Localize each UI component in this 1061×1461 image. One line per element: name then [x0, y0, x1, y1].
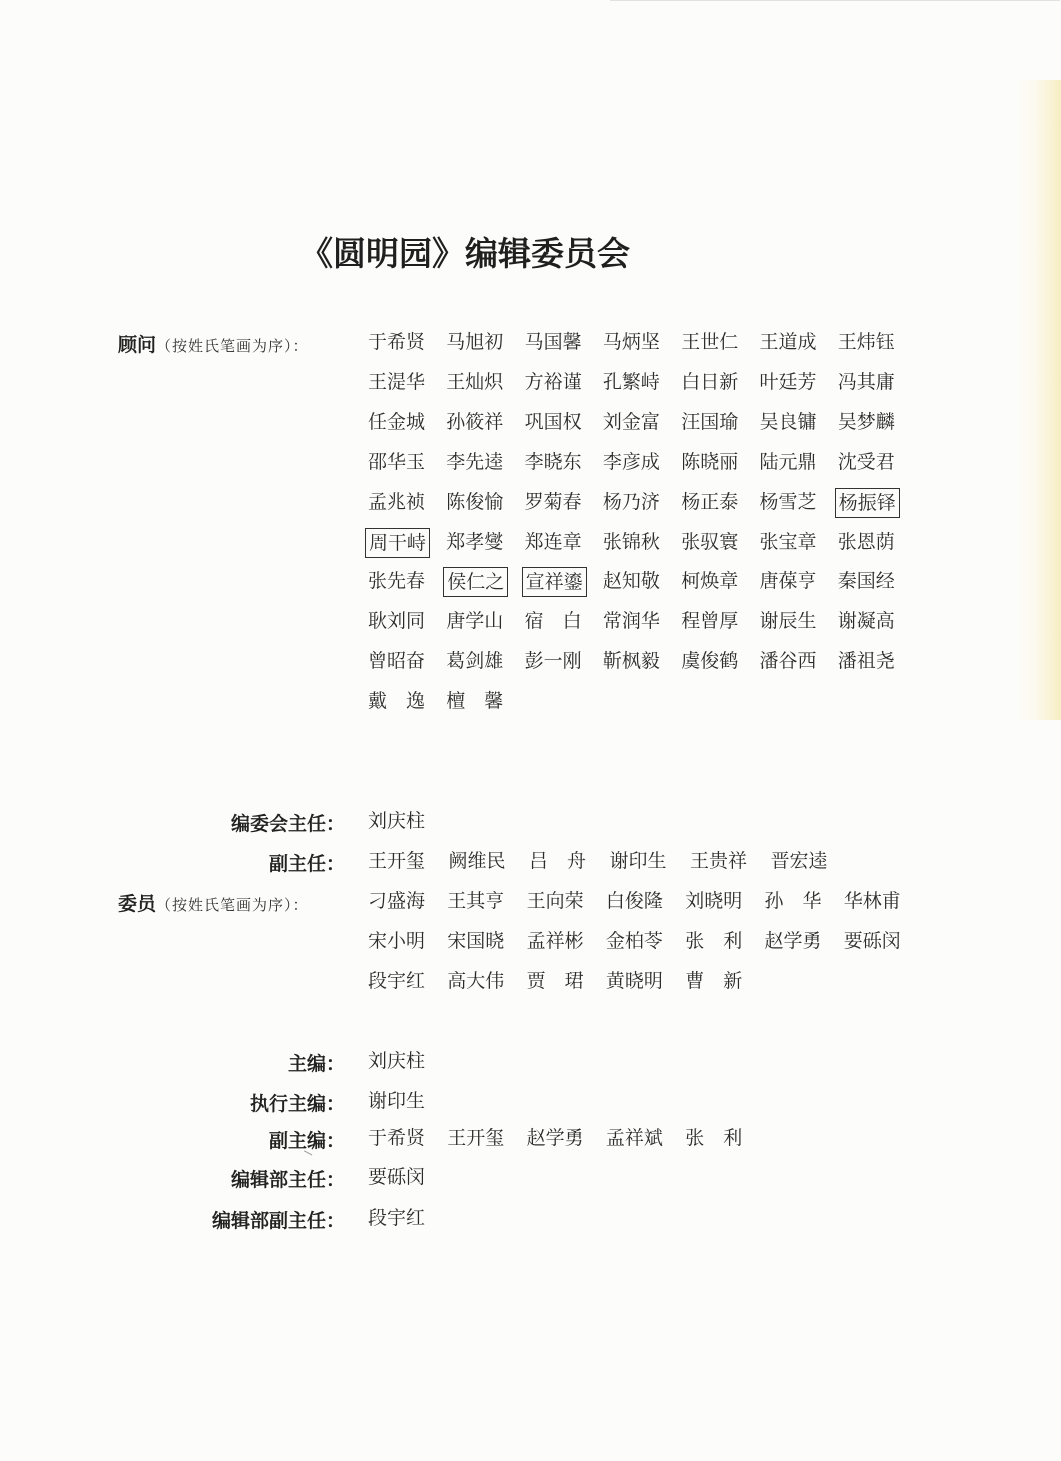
- advisor-name: 马旭初: [446, 331, 504, 353]
- deputy-editor-name: 于希贤: [368, 1127, 426, 1149]
- advisors-label: [118, 330, 309, 357]
- chief-editor-label: 主编：: [287, 1053, 345, 1075]
- deputy-editor-label: 副主编：: [268, 1130, 345, 1152]
- advisor-name: 杨雪芝: [759, 490, 817, 513]
- deputy-editor-name: 赵学勇: [526, 1127, 584, 1149]
- advisor-name: 戴 逸: [368, 690, 426, 713]
- paper-stain: [1015, 80, 1061, 720]
- advisor-name: 陈俊愉: [446, 490, 504, 513]
- committee-deputy-name: 吕 舟: [529, 850, 587, 872]
- advisor-name: 孙筱祥: [446, 410, 504, 433]
- dept-head: 要砾闵: [368, 1166, 426, 1188]
- advisor-name: 张恩荫: [837, 530, 895, 553]
- chief-editor: 刘庆柱: [368, 1050, 426, 1072]
- advisor-name: 陆元鼎: [759, 450, 817, 473]
- advisor-name: 陈晓丽: [681, 450, 739, 473]
- advisors-note: （按姓氏笔画为序）：: [156, 337, 309, 355]
- committee-director-label: 编委会主任：: [230, 813, 345, 835]
- advisor-name: 张先春: [368, 570, 426, 593]
- committee-deputy-name: 晋宏逵: [770, 850, 828, 872]
- advisor-name: 王炜钰: [837, 331, 895, 353]
- advisor-name: 谢凝高: [837, 610, 895, 633]
- advisor-name: 李晓东: [524, 450, 582, 473]
- advisor-name: 虞俊鹤: [681, 650, 739, 673]
- advisor-name: 谢辰生: [759, 610, 817, 633]
- paper-edge-line: [610, 0, 1060, 1]
- committee-member-name: 白俊隆: [605, 890, 663, 912]
- advisor-name: 郑连章: [524, 530, 582, 553]
- exec-editor-label: 执行主编：: [249, 1093, 345, 1115]
- committee-member-name: 宋小明: [368, 930, 426, 952]
- members-note: （按姓氏笔画为序）：: [156, 896, 309, 914]
- committee-member-name: 黄晓明: [605, 970, 663, 992]
- committee-deputy-name: 王贵祥: [690, 850, 748, 872]
- committee-member-name: 孙 华: [764, 890, 822, 912]
- advisor-name: 张驭寰: [681, 530, 739, 553]
- advisor-name: 张锦秋: [602, 530, 660, 553]
- advisor-name: 李先逵: [446, 450, 504, 473]
- advisor-name: 檀 馨: [446, 690, 504, 713]
- advisor-name: 白日新: [681, 370, 739, 393]
- committee-member-name: 孟祥彬: [526, 930, 584, 952]
- advisor-name: 孔繁峙: [602, 370, 660, 393]
- committee-director: 刘庆柱: [368, 810, 426, 832]
- advisor-name: 王世仁: [681, 331, 739, 353]
- advisor-name: 唐学山: [446, 610, 504, 633]
- advisor-name: 潘祖尧: [837, 650, 895, 673]
- advisor-name: 巩国权: [524, 410, 582, 433]
- exec-editor: 谢印生: [368, 1090, 426, 1112]
- advisor-name: 方裕谨: [524, 370, 582, 393]
- advisor-name: 柯焕章: [681, 570, 739, 593]
- advisor-name: 吴梦麟: [837, 410, 895, 433]
- dept-head-label: 编辑部主任：: [230, 1169, 345, 1191]
- committee-deputy-name: 阙维民: [448, 850, 506, 872]
- deputy-editor-name: 张 利: [685, 1127, 743, 1149]
- advisor-name: 宿 白: [524, 610, 582, 633]
- advisor-name: 杨正泰: [681, 490, 739, 513]
- advisor-name: 王灿炽: [446, 370, 504, 393]
- committee-member-name: 曹 新: [685, 970, 743, 992]
- committee-member-name: 华林甫: [843, 890, 901, 912]
- committee-member-name: 贾 珺: [526, 970, 584, 992]
- committee-member-name: 段宇红: [368, 970, 426, 992]
- advisor-name: 常润华: [602, 610, 660, 633]
- advisor-name: 耿刘同: [368, 610, 426, 633]
- advisor-name: 沈受君: [837, 450, 895, 473]
- advisor-name: 程曾厚: [681, 610, 739, 633]
- advisor-name: 马国馨: [524, 331, 582, 353]
- page-title: 《圆明园》编辑委员会: [300, 234, 630, 273]
- advisor-name: 曾昭奋: [368, 650, 426, 673]
- advisor-name: 李彦成: [602, 450, 660, 473]
- dept-deputy-label: 编辑部副主任：: [211, 1210, 345, 1232]
- advisor-name: 马炳坚: [602, 331, 660, 353]
- committee-member-name: 刘晓明: [685, 890, 743, 912]
- committee-deputy-label: 副主任：: [268, 853, 345, 875]
- advisor-name: 杨乃济: [602, 490, 660, 513]
- advisor-name: 王道成: [759, 331, 817, 353]
- advisor-name: 葛剑雄: [446, 650, 504, 673]
- committee-deputy-name: 王开玺: [368, 850, 426, 872]
- committee-member-name: 赵学勇: [764, 930, 822, 952]
- advisor-name: 郑孝燮: [446, 530, 504, 553]
- advisor-name: 赵知敬: [602, 570, 660, 593]
- members-label-text: 委员: [118, 893, 157, 915]
- advisor-name: 吴良镛: [759, 410, 817, 433]
- committee-member-name: 王向荣: [526, 890, 584, 912]
- advisor-name: 张宝章: [759, 530, 817, 553]
- committee-member-name: 要砾闵: [843, 930, 901, 952]
- advisor-name: 唐葆亨: [759, 570, 817, 593]
- advisor-name: 杨振铎: [835, 488, 900, 518]
- advisor-name: 孟兆祯: [368, 490, 426, 513]
- advisor-name: 任金城: [368, 410, 426, 433]
- advisors-label-text: 顾问: [118, 334, 157, 356]
- committee-member-name: 金柏苓: [605, 930, 663, 952]
- committee-member-name: 张 利: [685, 930, 743, 952]
- advisor-name: 邵华玉: [368, 450, 426, 473]
- advisor-name: 汪国瑜: [681, 410, 739, 433]
- advisor-name: 靳枫毅: [602, 650, 660, 673]
- advisor-name: 冯其庸: [837, 370, 895, 393]
- advisor-name: 于希贤: [368, 331, 426, 353]
- advisor-name: 刘金富: [602, 410, 660, 433]
- advisor-name: 周干峙: [365, 528, 430, 558]
- advisor-name: 秦国经: [837, 570, 895, 593]
- committee-member-name: 王其亨: [447, 890, 505, 912]
- committee-member-name: 宋国晓: [447, 930, 505, 952]
- advisor-name: 侯仁之: [443, 567, 508, 597]
- committee-member-name: 刁盛海: [368, 890, 426, 912]
- dept-deputy: 段宇红: [368, 1207, 426, 1229]
- advisor-name: 王湜华: [368, 370, 426, 393]
- advisor-name: 彭一刚: [524, 650, 582, 673]
- committee-member-name: 高大伟: [447, 970, 505, 992]
- members-label: [118, 889, 309, 916]
- advisor-name: 宣祥鎏: [522, 567, 587, 597]
- advisor-name: 罗菊春: [524, 490, 582, 513]
- committee-deputy-name: 谢印生: [609, 850, 667, 872]
- advisor-name: 潘谷西: [759, 650, 817, 673]
- advisor-name: 叶廷芳: [759, 370, 817, 393]
- deputy-editor-name: 孟祥斌: [605, 1127, 663, 1149]
- deputy-editor-name: 王开玺: [447, 1127, 505, 1149]
